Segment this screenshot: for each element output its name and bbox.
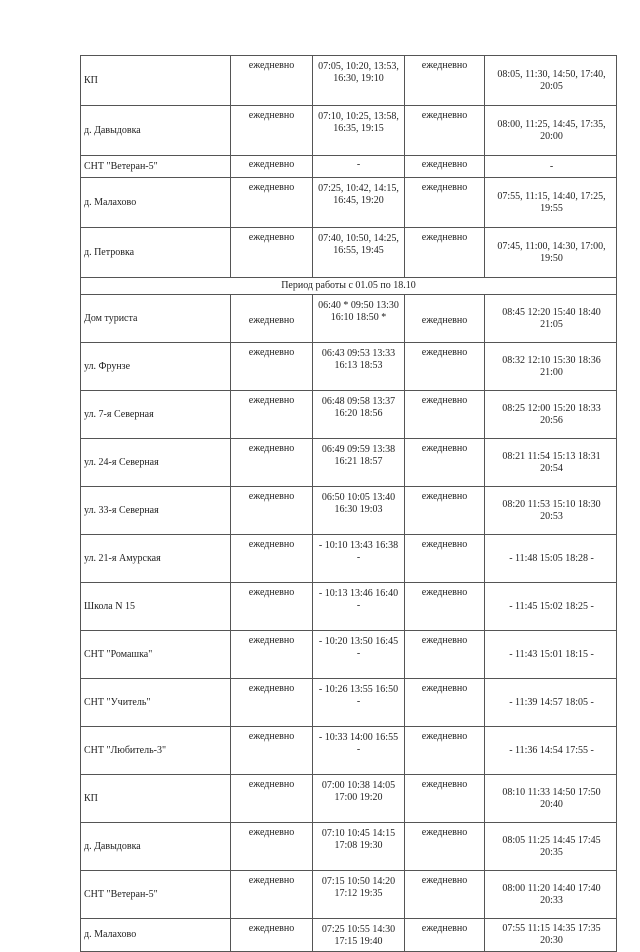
days-outbound: ежедневно <box>231 178 313 228</box>
table-row <box>81 295 617 343</box>
days-outbound: ежедневно <box>231 823 313 871</box>
times-return: 08:21 11:54 15:13 18:31 20:54 <box>485 439 617 487</box>
days-return: ежедневно <box>405 106 485 156</box>
table-row <box>81 823 617 871</box>
table-row <box>81 679 617 727</box>
times-outbound: 07:25, 10:42, 14:15, 16:45, 19:20 <box>313 178 405 228</box>
table-row <box>81 439 617 487</box>
times-outbound: 06:49 09:59 13:38 16:21 18:57 <box>313 439 405 487</box>
period-row <box>81 278 617 295</box>
days-outbound: ежедневно <box>231 487 313 535</box>
table-row <box>81 727 617 775</box>
days-return: ежедневно <box>405 871 485 919</box>
times-outbound: 07:10, 10:25, 13:58, 16:35, 19:15 <box>313 106 405 156</box>
table-row <box>81 178 617 228</box>
days-outbound: ежедневно <box>231 295 313 343</box>
days-return: ежедневно <box>405 439 485 487</box>
times-outbound: - 10:20 13:50 16:45 - <box>313 631 405 679</box>
days-return: ежедневно <box>405 56 485 106</box>
times-return: 08:05 11:25 14:45 17:45 20:35 <box>485 823 617 871</box>
days-return: ежедневно <box>405 487 485 535</box>
table-row <box>81 583 617 631</box>
days-return: ежедневно <box>405 679 485 727</box>
times-return: 07:55 11:15 14:35 17:35 20:30 <box>485 919 617 952</box>
stop-name: КП <box>81 56 231 106</box>
stop-name: СНТ "Ромашка" <box>81 631 231 679</box>
times-return: 08:20 11:53 15:10 18:30 20:53 <box>485 487 617 535</box>
times-outbound: 07:10 10:45 14:15 17:08 19:30 <box>313 823 405 871</box>
days-return: ежедневно <box>405 535 485 583</box>
times-return: - 11:36 14:54 17:55 - <box>485 727 617 775</box>
times-return: - 11:39 14:57 18:05 - <box>485 679 617 727</box>
table-row <box>81 631 617 679</box>
times-outbound: 07:40, 10:50, 14:25, 16:55, 19:45 <box>313 228 405 278</box>
stop-name: ул. 24-я Северная <box>81 439 231 487</box>
times-return: 08:25 12:00 15:20 18:33 20:56 <box>485 391 617 439</box>
days-outbound: ежедневно <box>231 583 313 631</box>
stop-name: ул. 33-я Северная <box>81 487 231 535</box>
days-return: ежедневно <box>405 156 485 178</box>
days-outbound: ежедневно <box>231 871 313 919</box>
days-outbound: ежедневно <box>231 775 313 823</box>
schedule-table <box>80 55 617 952</box>
stop-name: д. Петровка <box>81 228 231 278</box>
stop-name: ул. 21-я Амурская <box>81 535 231 583</box>
times-outbound: 07:15 10:50 14:20 17:12 19:35 <box>313 871 405 919</box>
times-outbound: - <box>313 156 405 178</box>
days-outbound: ежедневно <box>231 343 313 391</box>
times-return: 07:55, 11:15, 14:40, 17:25, 19:55 <box>485 178 617 228</box>
stop-name: д. Давыдовка <box>81 823 231 871</box>
period-label: Период работы с 01.05 по 18.10 <box>81 278 617 295</box>
table-row <box>81 535 617 583</box>
times-outbound: 06:40 * 09:50 13:30 16:10 18:50 * <box>313 295 405 343</box>
days-outbound: ежедневно <box>231 631 313 679</box>
times-outbound: 07:00 10:38 14:05 17:00 19:20 <box>313 775 405 823</box>
days-outbound: ежедневно <box>231 919 313 952</box>
stop-name: СНТ "Ветеран-5" <box>81 871 231 919</box>
table-row <box>81 871 617 919</box>
table-row <box>81 919 617 952</box>
times-return: - <box>485 156 617 178</box>
times-return: 08:32 12:10 15:30 18:36 21:00 <box>485 343 617 391</box>
times-outbound: - 10:10 13:43 16:38 - <box>313 535 405 583</box>
times-outbound: - 10:33 14:00 16:55 - <box>313 727 405 775</box>
stop-name: д. Малахово <box>81 178 231 228</box>
days-outbound: ежедневно <box>231 228 313 278</box>
times-outbound: 06:43 09:53 13:33 16:13 18:53 <box>313 343 405 391</box>
days-outbound: ежедневно <box>231 727 313 775</box>
days-outbound: ежедневно <box>231 679 313 727</box>
days-outbound: ежедневно <box>231 56 313 106</box>
days-outbound: ежедневно <box>231 106 313 156</box>
stop-name: ул. 7-я Северная <box>81 391 231 439</box>
stop-name: СНТ "Учитель" <box>81 679 231 727</box>
days-return: ежедневно <box>405 295 485 343</box>
table-row <box>81 391 617 439</box>
times-return: - 11:45 15:02 18:25 - <box>485 583 617 631</box>
table-row <box>81 106 617 156</box>
table-row <box>81 775 617 823</box>
days-outbound: ежедневно <box>231 439 313 487</box>
times-outbound: 07:25 10:55 14:30 17:15 19:40 <box>313 919 405 952</box>
stop-name: Школа N 15 <box>81 583 231 631</box>
stop-name: СНТ "Ветеран-5" <box>81 156 231 178</box>
schedule-sheet <box>80 55 616 952</box>
table-row <box>81 228 617 278</box>
times-return: 08:00 11:20 14:40 17:40 20:33 <box>485 871 617 919</box>
days-return: ежедневно <box>405 228 485 278</box>
stop-name: КП <box>81 775 231 823</box>
days-outbound: ежедневно <box>231 156 313 178</box>
days-return: ежедневно <box>405 631 485 679</box>
days-return: ежедневно <box>405 178 485 228</box>
times-outbound: - 10:13 13:46 16:40 - <box>313 583 405 631</box>
times-return: 08:10 11:33 14:50 17:50 20:40 <box>485 775 617 823</box>
days-return: ежедневно <box>405 919 485 952</box>
times-outbound: 07:05, 10:20, 13:53, 16:30, 19:10 <box>313 56 405 106</box>
stop-name: д. Давыдовка <box>81 106 231 156</box>
days-return: ежедневно <box>405 343 485 391</box>
days-return: ежедневно <box>405 727 485 775</box>
days-outbound: ежедневно <box>231 535 313 583</box>
table-row <box>81 343 617 391</box>
stop-name: Дом туриста <box>81 295 231 343</box>
stop-name: д. Малахово <box>81 919 231 952</box>
table-row <box>81 487 617 535</box>
times-return: - 11:43 15:01 18:15 - <box>485 631 617 679</box>
stop-name: СНТ "Любитель-3" <box>81 727 231 775</box>
times-return: 08:05, 11:30, 14:50, 17:40, 20:05 <box>485 56 617 106</box>
times-return: 08:00, 11:25, 14:45, 17:35, 20:00 <box>485 106 617 156</box>
days-return: ежедневно <box>405 775 485 823</box>
days-return: ежедневно <box>405 583 485 631</box>
table-row <box>81 156 617 178</box>
times-outbound: 06:48 09:58 13:37 16:20 18:56 <box>313 391 405 439</box>
times-return: - 11:48 15:05 18:28 - <box>485 535 617 583</box>
times-outbound: - 10:26 13:55 16:50 - <box>313 679 405 727</box>
times-return: 08:45 12:20 15:40 18:40 21:05 <box>485 295 617 343</box>
days-outbound: ежедневно <box>231 391 313 439</box>
times-return: 07:45, 11:00, 14:30, 17:00, 19:50 <box>485 228 617 278</box>
days-return: ежедневно <box>405 823 485 871</box>
times-outbound: 06:50 10:05 13:40 16:30 19:03 <box>313 487 405 535</box>
stop-name: ул. Фрунзе <box>81 343 231 391</box>
days-return: ежедневно <box>405 391 485 439</box>
table-row <box>81 56 617 106</box>
